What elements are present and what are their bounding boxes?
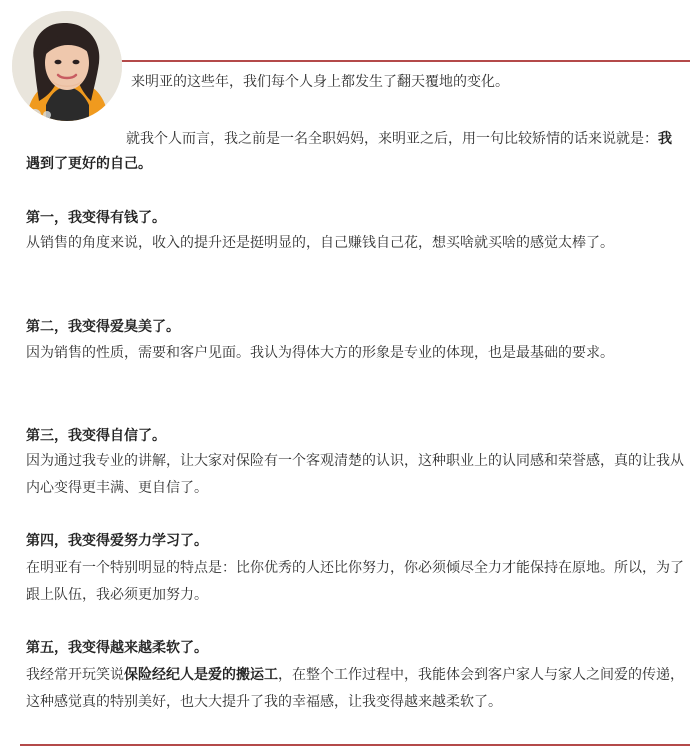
section-body-1: 从销售的角度来说，收入的提升还是挺明显的，自己赚钱自己花，想买啥就买啥的感觉太棒了。 bbox=[26, 235, 614, 251]
section-heading-1: 第一，我变得有钱了。 bbox=[26, 210, 166, 226]
intro-paragraph: 来明亚的这些年，我们每个人身上都发生了翻天覆地的变化。 bbox=[131, 74, 509, 90]
profile-photo-icon bbox=[12, 11, 122, 121]
section-body-5-bold: 保险经纪人是爱的搬运工 bbox=[124, 667, 278, 683]
section-heading-2: 第二，我变得爱臭美了。 bbox=[26, 319, 180, 335]
section-body-5-prefix: 我经常开玩笑说 bbox=[26, 667, 124, 683]
section-heading-4: 第四，我变得爱努力学习了。 bbox=[26, 533, 208, 549]
avatar bbox=[12, 11, 122, 121]
section-body-2: 因为销售的性质，需要和客户见面。我认为得体大方的形象是专业的体现，也是最基础的要求。 bbox=[26, 345, 614, 361]
section-body-4: 在明亚有一个特别明显的特点是：比你优秀的人还比你努力，你必须倾尽全力才能保持在原地。所以，为了跟上队伍，我必须更加努力。 bbox=[26, 560, 684, 603]
opening-paragraph bbox=[26, 127, 685, 177]
header-divider bbox=[118, 60, 690, 62]
opening-bold-text: 我遇到了更好的自己。 bbox=[26, 131, 672, 172]
footer-divider bbox=[20, 744, 690, 746]
section-body-5-suffix: ，在整个工作过程中，我能体会到客户家人与家人之间爱的传递，这种感觉真的特别美好，也大大提升了我的幸福感，让我变得越来越柔软了。 bbox=[26, 667, 684, 710]
section-heading-3: 第三，我变得自信了。 bbox=[26, 428, 166, 444]
section-body-5 bbox=[26, 662, 685, 716]
section-body-3: 因为通过我专业的讲解，让大家对保险有一个客观清楚的认识，这种职业上的认同感和荣誉感，真的让我从内心变得更丰满、更自信了。 bbox=[26, 453, 684, 496]
section-heading-5: 第五，我变得越来越柔软了。 bbox=[26, 640, 208, 656]
opening-plain-text: 就我个人而言，我之前是一名全职妈妈，来明亚之后，用一句比较矫情的话来说就是： bbox=[126, 131, 658, 147]
